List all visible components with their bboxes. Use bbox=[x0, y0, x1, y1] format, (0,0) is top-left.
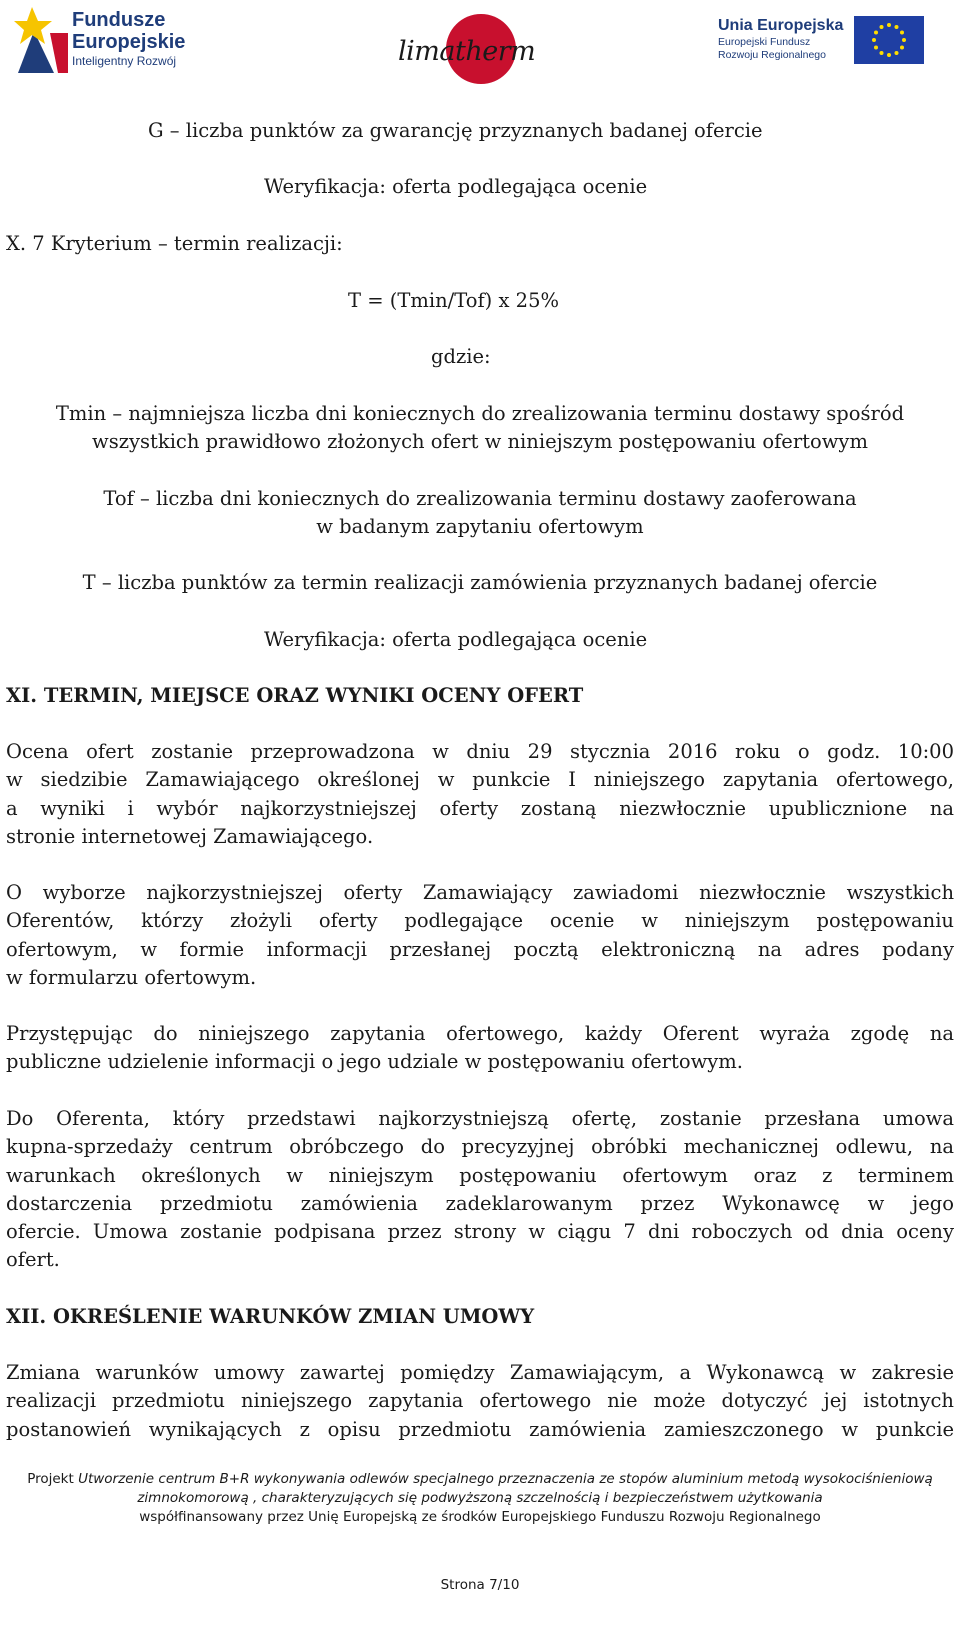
footer-project-line2: zimnokomorową , charakteryzujących się podwyższoną szczelnością i bezpieczeństwem użytkowania bbox=[137, 1490, 823, 1506]
paragraph-line: stronie internetowej Zamawiającego. bbox=[6, 824, 374, 848]
ue-logo-line2: Europejski Fundusz bbox=[718, 36, 811, 48]
fundusze-europejskie-logo bbox=[14, 3, 214, 75]
paragraph-line: publiczne udzielenie informacji o jego udziale w postępowaniu ofertowym. bbox=[6, 1050, 743, 1074]
fe-logo-line1: Fundusze bbox=[72, 9, 166, 31]
paragraph-line: dostarczenia przedmiotu zamówienia zadeklarowanym przez Wykonawcę w jego bbox=[6, 1191, 954, 1215]
paragraph-line: w formularzu ofertowym. bbox=[6, 965, 257, 989]
footer-project-title: Utworzenie centrum B+R wykonywania odlewów specjalnego przeznaczenia ze stopów aluminium metodą wysokociśnieniową bbox=[78, 1471, 933, 1487]
paragraph-notification bbox=[6, 879, 954, 992]
section-xi-heading: XI. TERMIN, MIEJSCE ORAZ WYNIKI OCENY OFERT bbox=[6, 684, 584, 707]
verification-text: Weryfikacja: oferta podlegająca ocenie bbox=[264, 628, 648, 651]
g-definition: G – liczba punktów za gwarancję przyznanych badanej ofercie bbox=[148, 119, 763, 142]
paragraph-line: Zmiana warunków umowy zawartej pomiędzy Zamawiającym, a Wykonawcą w zakresie bbox=[6, 1361, 954, 1384]
footer-project-prefix: Projekt bbox=[27, 1471, 79, 1487]
paragraph-line: realizacji przedmiotu niniejszego zapytania ofertowego nie może dotyczyć jej istotnych bbox=[6, 1389, 954, 1413]
paragraph-line: kupna-sprzedaży centrum obróbczego do precyzyjnej obróbki mechanicznej odlewu, na bbox=[6, 1135, 954, 1159]
paragraph-line: O wyborze najkorzystniejszej oferty Zamawiający zawiadomi niezwłocznie wszystkich bbox=[6, 881, 954, 904]
paragraph-line: Oferentów, którzy złożyli oferty podlegające ocenie w niniejszym postępowaniu bbox=[6, 909, 954, 933]
limatherm-logo bbox=[398, 14, 536, 84]
where-label: gdzie: bbox=[431, 345, 491, 368]
tmin-definition-line: Tmin – najmniejsza liczba dni koniecznych do zrealizowania terminu dostawy spośród bbox=[55, 402, 905, 425]
footer-project-line bbox=[0, 1470, 960, 1489]
formula: T = (Tmin/Tof) x 25% bbox=[348, 289, 560, 312]
paragraph-line: postanowień wynikających z opisu przedmiotu zamówienia zamieszczonego w punkcie bbox=[6, 1417, 954, 1441]
tof-definition-line: w badanym zapytaniu ofertowym bbox=[316, 515, 644, 538]
paragraph-line: Przystępując do niniejszego zapytania ofertowego, każdy Oferent wyraża zgodę na bbox=[6, 1022, 954, 1045]
page-number: Strona 7/10 bbox=[440, 1577, 520, 1593]
paragraph-line: w siedzibie Zamawiającego określonej w punkcie I niniejszego zapytania ofertowego, bbox=[6, 768, 954, 792]
section-xii-heading: XII. OKREŚLENIE WARUNKÓW ZMIAN UMOWY bbox=[6, 1305, 535, 1328]
ue-logo-line3: Rozwoju Regionalnego bbox=[718, 49, 826, 61]
criterion-title: X. 7 Kryterium – termin realizacji: bbox=[6, 232, 343, 255]
limatherm-logo-text: limatherm bbox=[398, 36, 536, 67]
paragraph-contract bbox=[6, 1105, 954, 1275]
paragraph-line: ofertowym, w formie informacji przesłanej pocztą elektroniczną na adres podany bbox=[6, 937, 954, 961]
paragraph-line: ofert. bbox=[6, 1248, 60, 1272]
unia-europejska-logo bbox=[718, 8, 948, 68]
t-definition: T – liczba punktów za termin realizacji zamówienia przyznanych badanej ofercie bbox=[82, 571, 878, 594]
paragraph-line: Ocena ofert zostanie przeprowadzona w dniu 29 stycznia 2016 roku o godz. 10:00 bbox=[6, 740, 954, 763]
paragraph-evaluation bbox=[6, 738, 954, 851]
paragraph-line: ofercie. Umowa zostanie podpisana przez strony w ciągu 7 dni roboczych od dnia oceny bbox=[6, 1220, 954, 1244]
paragraph-consent bbox=[6, 1020, 954, 1077]
paragraph-amendments bbox=[6, 1359, 954, 1444]
fe-logo-line3: Inteligentny Rozwój bbox=[72, 54, 177, 68]
verification-text: Weryfikacja: oferta podlegająca ocenie bbox=[264, 175, 648, 198]
ue-logo-title: Unia Europejska bbox=[718, 17, 844, 34]
fe-logo-line2: Europejskie bbox=[72, 31, 186, 53]
fundusze-europejskie-star-icon bbox=[14, 3, 70, 75]
paragraph-line: warunkach określonych w niniejszym postępowaniu ofertowym oraz z terminem bbox=[6, 1163, 954, 1187]
eu-flag-icon bbox=[854, 16, 924, 64]
paragraph-line: Do Oferenta, który przedstawi najkorzystniejszą ofertę, zostanie przesłana umowa bbox=[6, 1107, 954, 1130]
tof-definition-line: Tof – liczba dni koniecznych do zrealizowania terminu dostawy zaoferowana bbox=[103, 487, 857, 510]
tmin-definition-line: wszystkich prawidłowo złożonych ofert w niniejszym postępowaniu ofertowym bbox=[92, 430, 868, 453]
footer-cofinancing-line: współfinansowany przez Unię Europejską ze środków Europejskiego Funduszu Rozwoju Regionalnego bbox=[139, 1509, 821, 1525]
paragraph-line: a wyniki i wybór najkorzystniejszej oferty zostaną niezwłocznie upublicznione na bbox=[6, 796, 954, 820]
